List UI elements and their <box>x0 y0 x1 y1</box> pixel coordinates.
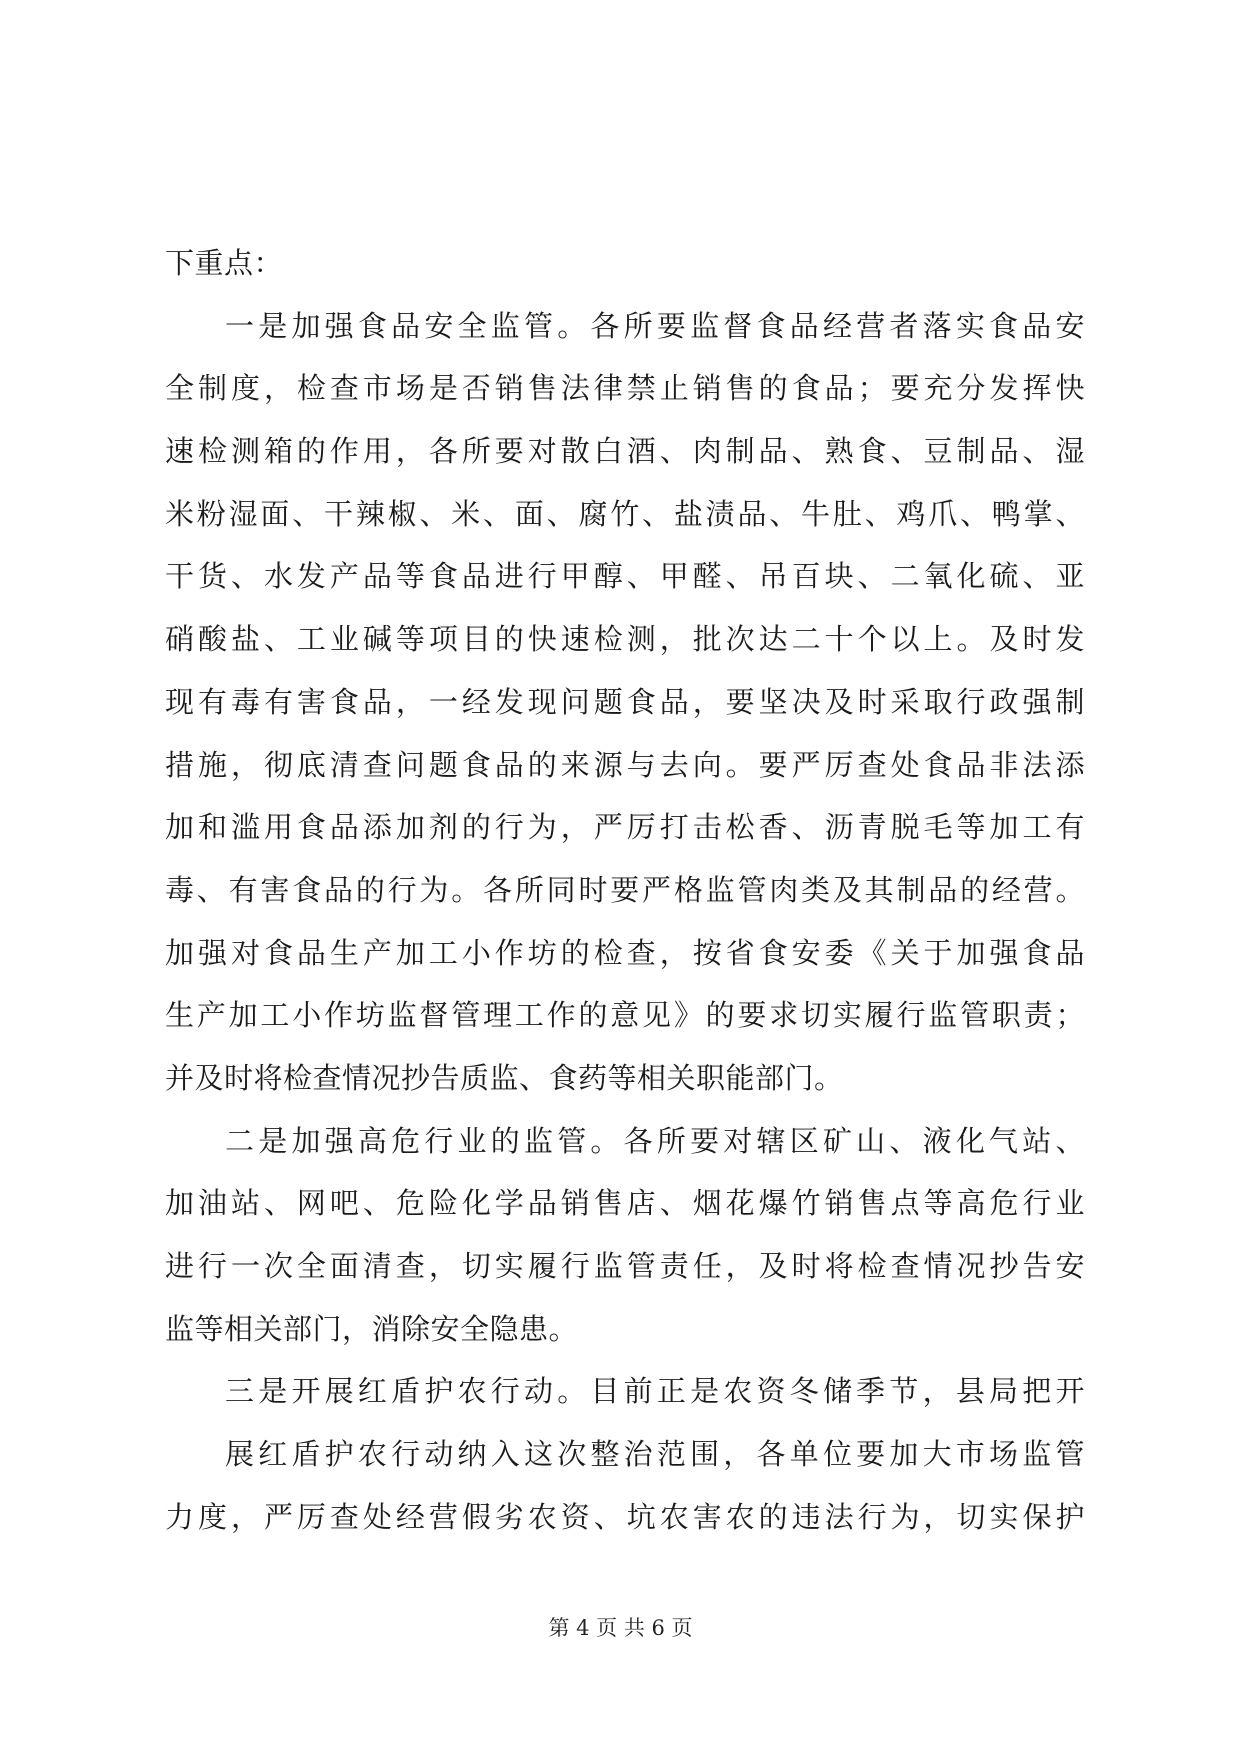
text-line: 下重点： <box>165 246 284 280</box>
text-line: 米粉湿面、干辣椒、米、面、腐竹、盐渍品、牛肚、鸡爪、鸭掌、 <box>165 496 1085 531</box>
text-line: 力度，严厉查处经营假劣农资、坑农害农的违法行为，切实保护 <box>165 1499 1085 1534</box>
page-number-footer: 第 4 页 共 6 页 <box>548 1616 693 1640</box>
text-line: 干货、水发产品等食品进行甲醇、甲醛、吊百块、二氧化硫、亚 <box>165 559 1085 594</box>
text-line: 并及时将检查情况抄告质监、食药等相关职能部门。 <box>165 1060 844 1095</box>
paragraph-2-heading-line: 二是加强高危行业的监管。各所要对辖区矿山、液化气站、 <box>225 1123 1085 1158</box>
text-line: 速检测箱的作用，各所要对散白酒、肉制品、熟食、豆制品、湿 <box>165 434 1085 469</box>
text-line: 加油站、网吧、危险化学品销售店、烟花爆竹销售点等高危行业 <box>165 1186 1085 1221</box>
document-body <box>165 232 1085 1548</box>
text-line: 毒、有害食品的行为。各所同时要严格监管肉类及其制品的经营。 <box>165 872 1085 907</box>
text-line: 进行一次全面清查，切实履行监管责任，及时将检查情况抄告安 <box>165 1249 1085 1283</box>
text-line: 生产加工小作坊监督管理工作的意见》的要求切实履行监管职责； <box>165 998 1085 1033</box>
paragraph-1-heading-line: 一是加强食品安全监管。各所要监督食品经营者落实食品安 <box>225 308 1085 343</box>
text-line: 展红盾护农行动纳入这次整治范围，各单位要加大市场监管 <box>225 1437 1085 1472</box>
text-line: 全制度，检查市场是否销售法律禁止销售的食品；要充分发挥快 <box>165 371 1085 406</box>
paragraph-3-heading-line: 三是开展红盾护农行动。目前正是农资冬储季节，县局把开 <box>225 1374 1085 1409</box>
text-line: 加强对食品生产加工小作坊的检查，按省食安委《关于加强食品 <box>165 935 1085 970</box>
text-line: 措施，彻底清查问题食品的来源与去向。要严厉查处食品非法添 <box>165 747 1085 782</box>
text-line: 监等相关部门，消除安全隐患。 <box>165 1311 579 1346</box>
text-line: 加和滥用食品添加剂的行为，严厉打击松香、沥青脱毛等加工有 <box>165 810 1085 845</box>
text-line: 现有毒有害食品，一经发现问题食品，要坚决及时采取行政强制 <box>165 684 1085 719</box>
text-line: 硝酸盐、工业碱等项目的快速检测，批次达二十个以上。及时发 <box>165 622 1085 657</box>
